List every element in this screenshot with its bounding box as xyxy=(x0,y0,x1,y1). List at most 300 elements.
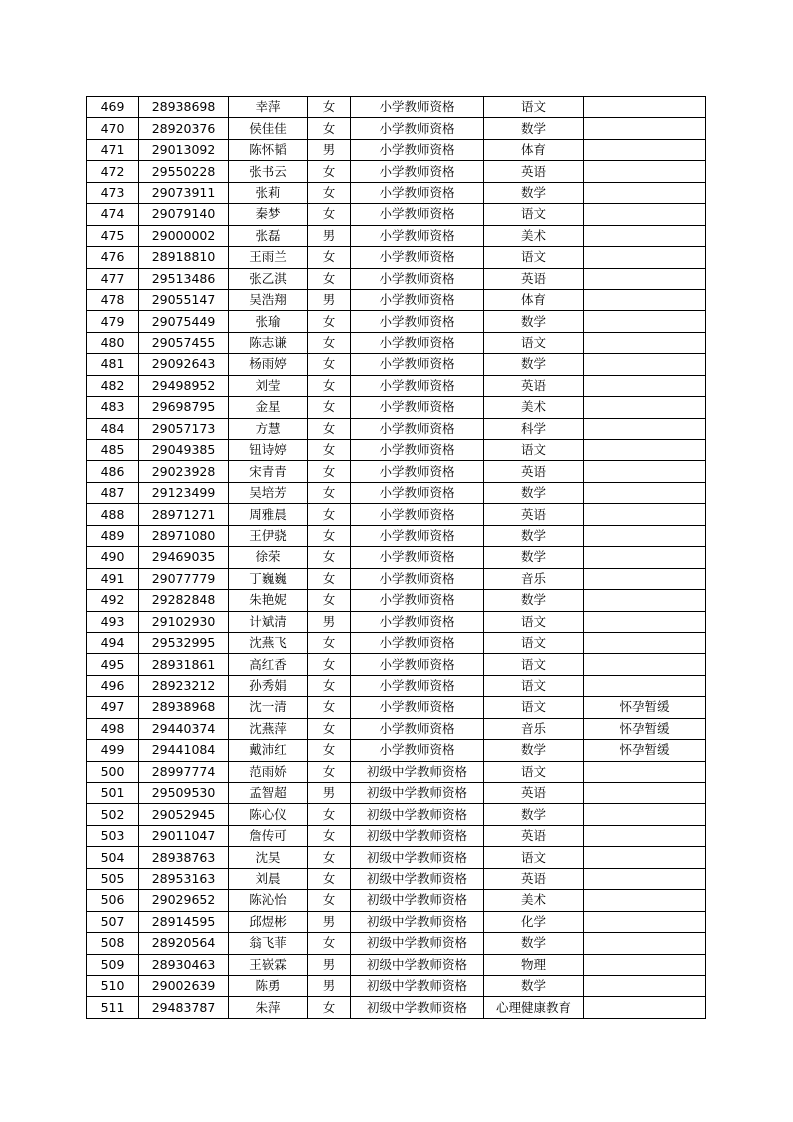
row-number-cell: 510 xyxy=(87,975,139,996)
table-row xyxy=(87,611,706,632)
name-cell: 计斌清 xyxy=(229,611,308,632)
table-row xyxy=(87,890,706,911)
gender-cell: 男 xyxy=(308,911,351,932)
table-row xyxy=(87,482,706,503)
gender-cell: 女 xyxy=(308,718,351,739)
name-cell: 孟智超 xyxy=(229,783,308,804)
gender-cell: 女 xyxy=(308,568,351,589)
name-cell: 丁巍巍 xyxy=(229,568,308,589)
candidate-id-cell: 28930463 xyxy=(139,954,229,975)
remark-cell xyxy=(584,139,706,160)
gender-cell: 女 xyxy=(308,440,351,461)
candidate-id-cell: 29057173 xyxy=(139,418,229,439)
remark-cell xyxy=(584,632,706,653)
gender-cell: 女 xyxy=(308,311,351,332)
row-number-cell: 477 xyxy=(87,268,139,289)
qualification-cell: 小学教师资格 xyxy=(351,418,484,439)
table-row xyxy=(87,568,706,589)
remark-cell xyxy=(584,997,706,1018)
table-row xyxy=(87,654,706,675)
candidate-id-cell: 29029652 xyxy=(139,890,229,911)
remark-cell xyxy=(584,804,706,825)
candidate-id-cell: 29052945 xyxy=(139,804,229,825)
name-cell: 高红香 xyxy=(229,654,308,675)
table-row xyxy=(87,139,706,160)
gender-cell: 女 xyxy=(308,675,351,696)
remark-cell xyxy=(584,268,706,289)
candidate-id-cell: 28938763 xyxy=(139,847,229,868)
gender-cell: 女 xyxy=(308,933,351,954)
candidate-id-cell: 28971271 xyxy=(139,504,229,525)
candidate-id-cell: 28920376 xyxy=(139,118,229,139)
row-number-cell: 495 xyxy=(87,654,139,675)
subject-cell: 美术 xyxy=(484,890,584,911)
subject-cell: 英语 xyxy=(484,868,584,889)
qualification-cell: 初级中学教师资格 xyxy=(351,825,484,846)
remark-cell xyxy=(584,975,706,996)
subject-cell: 语文 xyxy=(484,654,584,675)
gender-cell: 男 xyxy=(308,289,351,310)
candidate-id-cell: 29023928 xyxy=(139,461,229,482)
remark-cell: 怀孕暂缓 xyxy=(584,697,706,718)
name-cell: 周雅晨 xyxy=(229,504,308,525)
subject-cell: 英语 xyxy=(484,825,584,846)
table-row xyxy=(87,740,706,761)
name-cell: 朱艳妮 xyxy=(229,590,308,611)
candidate-id-cell: 29532995 xyxy=(139,632,229,653)
candidate-id-cell: 28938698 xyxy=(139,97,229,118)
qualification-cell: 初级中学教师资格 xyxy=(351,868,484,889)
gender-cell: 女 xyxy=(308,632,351,653)
gender-cell: 男 xyxy=(308,954,351,975)
qualification-cell: 小学教师资格 xyxy=(351,225,484,246)
candidate-id-cell: 29282848 xyxy=(139,590,229,611)
table-row xyxy=(87,504,706,525)
row-number-cell: 485 xyxy=(87,440,139,461)
gender-cell: 女 xyxy=(308,825,351,846)
candidate-id-cell: 29441084 xyxy=(139,740,229,761)
candidate-id-cell: 29102930 xyxy=(139,611,229,632)
candidate-id-cell: 29079140 xyxy=(139,204,229,225)
table-row xyxy=(87,440,706,461)
remark-cell xyxy=(584,397,706,418)
qualification-cell: 小学教师资格 xyxy=(351,397,484,418)
subject-cell: 数学 xyxy=(484,182,584,203)
remark-cell xyxy=(584,182,706,203)
subject-cell: 语文 xyxy=(484,697,584,718)
qualification-cell: 初级中学教师资格 xyxy=(351,997,484,1018)
table-row xyxy=(87,997,706,1018)
name-cell: 吴培芳 xyxy=(229,482,308,503)
remark-cell xyxy=(584,332,706,353)
remark-cell xyxy=(584,783,706,804)
gender-cell: 女 xyxy=(308,118,351,139)
subject-cell: 数学 xyxy=(484,525,584,546)
table-row xyxy=(87,418,706,439)
gender-cell: 男 xyxy=(308,139,351,160)
qualification-cell: 小学教师资格 xyxy=(351,547,484,568)
qualification-cell: 小学教师资格 xyxy=(351,590,484,611)
row-number-cell: 497 xyxy=(87,697,139,718)
candidate-id-cell: 29440374 xyxy=(139,718,229,739)
qualification-cell: 小学教师资格 xyxy=(351,161,484,182)
table-row xyxy=(87,718,706,739)
remark-cell xyxy=(584,440,706,461)
name-cell: 戴沛红 xyxy=(229,740,308,761)
gender-cell: 男 xyxy=(308,783,351,804)
candidate-id-cell: 29049385 xyxy=(139,440,229,461)
row-number-cell: 501 xyxy=(87,783,139,804)
candidate-id-cell: 29513486 xyxy=(139,268,229,289)
row-number-cell: 473 xyxy=(87,182,139,203)
remark-cell xyxy=(584,590,706,611)
row-number-cell: 474 xyxy=(87,204,139,225)
subject-cell: 数学 xyxy=(484,933,584,954)
gender-cell: 女 xyxy=(308,697,351,718)
candidate-id-cell: 29498952 xyxy=(139,375,229,396)
candidate-id-cell: 29002639 xyxy=(139,975,229,996)
gender-cell: 女 xyxy=(308,547,351,568)
name-cell: 刘莹 xyxy=(229,375,308,396)
qualification-cell: 小学教师资格 xyxy=(351,139,484,160)
subject-cell: 语文 xyxy=(484,332,584,353)
table-row xyxy=(87,975,706,996)
gender-cell: 女 xyxy=(308,654,351,675)
candidate-id-cell: 29509530 xyxy=(139,783,229,804)
row-number-cell: 494 xyxy=(87,632,139,653)
candidate-id-cell: 29073911 xyxy=(139,182,229,203)
remark-cell: 怀孕暂缓 xyxy=(584,740,706,761)
row-number-cell: 487 xyxy=(87,482,139,503)
subject-cell: 物理 xyxy=(484,954,584,975)
candidate-id-cell: 29077779 xyxy=(139,568,229,589)
row-number-cell: 489 xyxy=(87,525,139,546)
table-row xyxy=(87,182,706,203)
row-number-cell: 505 xyxy=(87,868,139,889)
gender-cell: 女 xyxy=(308,847,351,868)
row-number-cell: 490 xyxy=(87,547,139,568)
remark-cell xyxy=(584,204,706,225)
candidate-id-cell: 29698795 xyxy=(139,397,229,418)
gender-cell: 女 xyxy=(308,997,351,1018)
name-cell: 张瑜 xyxy=(229,311,308,332)
candidate-id-cell: 28920564 xyxy=(139,933,229,954)
candidate-id-cell: 28953163 xyxy=(139,868,229,889)
table-row xyxy=(87,675,706,696)
qualification-cell: 小学教师资格 xyxy=(351,247,484,268)
remark-cell xyxy=(584,247,706,268)
table-row xyxy=(87,225,706,246)
remark-cell xyxy=(584,418,706,439)
name-cell: 方慧 xyxy=(229,418,308,439)
row-number-cell: 476 xyxy=(87,247,139,268)
gender-cell: 女 xyxy=(308,761,351,782)
qualification-cell: 初级中学教师资格 xyxy=(351,761,484,782)
name-cell: 刘晨 xyxy=(229,868,308,889)
remark-cell xyxy=(584,675,706,696)
qualification-cell: 初级中学教师资格 xyxy=(351,847,484,868)
gender-cell: 男 xyxy=(308,975,351,996)
subject-cell: 语文 xyxy=(484,440,584,461)
roster-table xyxy=(86,96,706,1019)
table-row xyxy=(87,954,706,975)
row-number-cell: 504 xyxy=(87,847,139,868)
subject-cell: 英语 xyxy=(484,461,584,482)
table-row xyxy=(87,590,706,611)
name-cell: 朱萍 xyxy=(229,997,308,1018)
row-number-cell: 488 xyxy=(87,504,139,525)
remark-cell xyxy=(584,118,706,139)
candidate-id-cell: 28938968 xyxy=(139,697,229,718)
subject-cell: 英语 xyxy=(484,268,584,289)
name-cell: 吴浩翔 xyxy=(229,289,308,310)
candidate-id-cell: 29469035 xyxy=(139,547,229,568)
qualification-cell: 小学教师资格 xyxy=(351,311,484,332)
qualification-cell: 初级中学教师资格 xyxy=(351,933,484,954)
qualification-cell: 小学教师资格 xyxy=(351,375,484,396)
name-cell: 沈一清 xyxy=(229,697,308,718)
subject-cell: 语文 xyxy=(484,675,584,696)
remark-cell xyxy=(584,97,706,118)
row-number-cell: 484 xyxy=(87,418,139,439)
gender-cell: 女 xyxy=(308,868,351,889)
candidate-id-cell: 29123499 xyxy=(139,482,229,503)
row-number-cell: 479 xyxy=(87,311,139,332)
subject-cell: 体育 xyxy=(484,289,584,310)
name-cell: 张磊 xyxy=(229,225,308,246)
row-number-cell: 471 xyxy=(87,139,139,160)
subject-cell: 语文 xyxy=(484,761,584,782)
name-cell: 陈心仪 xyxy=(229,804,308,825)
subject-cell: 数学 xyxy=(484,975,584,996)
qualification-cell: 小学教师资格 xyxy=(351,525,484,546)
row-number-cell: 469 xyxy=(87,97,139,118)
qualification-cell: 初级中学教师资格 xyxy=(351,804,484,825)
remark-cell xyxy=(584,354,706,375)
subject-cell: 语文 xyxy=(484,204,584,225)
subject-cell: 语文 xyxy=(484,611,584,632)
qualification-cell: 小学教师资格 xyxy=(351,118,484,139)
gender-cell: 女 xyxy=(308,268,351,289)
name-cell: 詹传可 xyxy=(229,825,308,846)
qualification-cell: 小学教师资格 xyxy=(351,654,484,675)
subject-cell: 语文 xyxy=(484,97,584,118)
row-number-cell: 475 xyxy=(87,225,139,246)
row-number-cell: 508 xyxy=(87,933,139,954)
remark-cell xyxy=(584,911,706,932)
row-number-cell: 509 xyxy=(87,954,139,975)
table-row xyxy=(87,97,706,118)
qualification-cell: 小学教师资格 xyxy=(351,568,484,589)
table-row xyxy=(87,161,706,182)
subject-cell: 化学 xyxy=(484,911,584,932)
table-row xyxy=(87,247,706,268)
subject-cell: 音乐 xyxy=(484,718,584,739)
qualification-cell: 小学教师资格 xyxy=(351,204,484,225)
name-cell: 陈怀韬 xyxy=(229,139,308,160)
table-row xyxy=(87,761,706,782)
row-number-cell: 470 xyxy=(87,118,139,139)
name-cell: 王伊骁 xyxy=(229,525,308,546)
remark-cell xyxy=(584,311,706,332)
remark-cell xyxy=(584,161,706,182)
candidate-id-cell: 29483787 xyxy=(139,997,229,1018)
subject-cell: 科学 xyxy=(484,418,584,439)
candidate-id-cell: 29550228 xyxy=(139,161,229,182)
remark-cell xyxy=(584,568,706,589)
row-number-cell: 499 xyxy=(87,740,139,761)
remark-cell xyxy=(584,375,706,396)
candidate-id-cell: 29055147 xyxy=(139,289,229,310)
gender-cell: 女 xyxy=(308,482,351,503)
name-cell: 陈志谦 xyxy=(229,332,308,353)
qualification-cell: 初级中学教师资格 xyxy=(351,954,484,975)
qualification-cell: 小学教师资格 xyxy=(351,611,484,632)
candidate-id-cell: 28997774 xyxy=(139,761,229,782)
name-cell: 沈燕萍 xyxy=(229,718,308,739)
gender-cell: 男 xyxy=(308,225,351,246)
remark-cell xyxy=(584,525,706,546)
roster-body xyxy=(87,97,706,1019)
candidate-id-cell: 29000002 xyxy=(139,225,229,246)
qualification-cell: 小学教师资格 xyxy=(351,718,484,739)
gender-cell: 女 xyxy=(308,461,351,482)
qualification-cell: 小学教师资格 xyxy=(351,675,484,696)
table-row xyxy=(87,289,706,310)
qualification-cell: 小学教师资格 xyxy=(351,97,484,118)
name-cell: 侯佳佳 xyxy=(229,118,308,139)
subject-cell: 体育 xyxy=(484,139,584,160)
name-cell: 沈燕飞 xyxy=(229,632,308,653)
remark-cell: 怀孕暂缓 xyxy=(584,718,706,739)
name-cell: 张莉 xyxy=(229,182,308,203)
candidate-id-cell: 28971080 xyxy=(139,525,229,546)
gender-cell: 女 xyxy=(308,161,351,182)
qualification-cell: 小学教师资格 xyxy=(351,182,484,203)
subject-cell: 美术 xyxy=(484,225,584,246)
table-row xyxy=(87,332,706,353)
gender-cell: 女 xyxy=(308,397,351,418)
remark-cell xyxy=(584,825,706,846)
table-row xyxy=(87,268,706,289)
gender-cell: 女 xyxy=(308,97,351,118)
name-cell: 王雨兰 xyxy=(229,247,308,268)
table-row xyxy=(87,397,706,418)
remark-cell xyxy=(584,654,706,675)
qualification-cell: 小学教师资格 xyxy=(351,697,484,718)
subject-cell: 数学 xyxy=(484,590,584,611)
qualification-cell: 小学教师资格 xyxy=(351,289,484,310)
gender-cell: 女 xyxy=(308,332,351,353)
gender-cell: 女 xyxy=(308,504,351,525)
table-row xyxy=(87,311,706,332)
gender-cell: 女 xyxy=(308,525,351,546)
row-number-cell: 511 xyxy=(87,997,139,1018)
name-cell: 张书云 xyxy=(229,161,308,182)
subject-cell: 心理健康教育 xyxy=(484,997,584,1018)
remark-cell xyxy=(584,954,706,975)
table-row xyxy=(87,911,706,932)
remark-cell xyxy=(584,461,706,482)
candidate-id-cell: 29075449 xyxy=(139,311,229,332)
row-number-cell: 478 xyxy=(87,289,139,310)
gender-cell: 女 xyxy=(308,375,351,396)
candidate-id-cell: 28918810 xyxy=(139,247,229,268)
table-row xyxy=(87,118,706,139)
qualification-cell: 小学教师资格 xyxy=(351,740,484,761)
remark-cell xyxy=(584,547,706,568)
remark-cell xyxy=(584,847,706,868)
gender-cell: 女 xyxy=(308,418,351,439)
name-cell: 陈沁怡 xyxy=(229,890,308,911)
subject-cell: 英语 xyxy=(484,783,584,804)
subject-cell: 数学 xyxy=(484,118,584,139)
candidate-id-cell: 28914595 xyxy=(139,911,229,932)
row-number-cell: 502 xyxy=(87,804,139,825)
name-cell: 翁飞菲 xyxy=(229,933,308,954)
table-row xyxy=(87,354,706,375)
name-cell: 范雨娇 xyxy=(229,761,308,782)
qualification-cell: 小学教师资格 xyxy=(351,632,484,653)
row-number-cell: 491 xyxy=(87,568,139,589)
gender-cell: 女 xyxy=(308,804,351,825)
row-number-cell: 500 xyxy=(87,761,139,782)
subject-cell: 英语 xyxy=(484,375,584,396)
table-row xyxy=(87,783,706,804)
subject-cell: 数学 xyxy=(484,311,584,332)
subject-cell: 数学 xyxy=(484,482,584,503)
table-row xyxy=(87,632,706,653)
row-number-cell: 472 xyxy=(87,161,139,182)
row-number-cell: 503 xyxy=(87,825,139,846)
candidate-id-cell: 29057455 xyxy=(139,332,229,353)
name-cell: 幸萍 xyxy=(229,97,308,118)
row-number-cell: 486 xyxy=(87,461,139,482)
name-cell: 钮诗婷 xyxy=(229,440,308,461)
qualification-cell: 初级中学教师资格 xyxy=(351,975,484,996)
table-row xyxy=(87,933,706,954)
table-row xyxy=(87,804,706,825)
remark-cell xyxy=(584,289,706,310)
row-number-cell: 482 xyxy=(87,375,139,396)
subject-cell: 数学 xyxy=(484,547,584,568)
row-number-cell: 507 xyxy=(87,911,139,932)
gender-cell: 女 xyxy=(308,247,351,268)
subject-cell: 数学 xyxy=(484,740,584,761)
subject-cell: 数学 xyxy=(484,804,584,825)
row-number-cell: 498 xyxy=(87,718,139,739)
gender-cell: 女 xyxy=(308,890,351,911)
remark-cell xyxy=(584,890,706,911)
table-row xyxy=(87,204,706,225)
table-row xyxy=(87,868,706,889)
gender-cell: 女 xyxy=(308,182,351,203)
qualification-cell: 初级中学教师资格 xyxy=(351,890,484,911)
subject-cell: 语文 xyxy=(484,632,584,653)
table-row xyxy=(87,697,706,718)
table-row xyxy=(87,461,706,482)
name-cell: 宋青青 xyxy=(229,461,308,482)
row-number-cell: 493 xyxy=(87,611,139,632)
qualification-cell: 小学教师资格 xyxy=(351,354,484,375)
table-row xyxy=(87,847,706,868)
subject-cell: 语文 xyxy=(484,247,584,268)
name-cell: 张乙淇 xyxy=(229,268,308,289)
candidate-id-cell: 29092643 xyxy=(139,354,229,375)
subject-cell: 数学 xyxy=(484,354,584,375)
subject-cell: 美术 xyxy=(484,397,584,418)
subject-cell: 语文 xyxy=(484,847,584,868)
